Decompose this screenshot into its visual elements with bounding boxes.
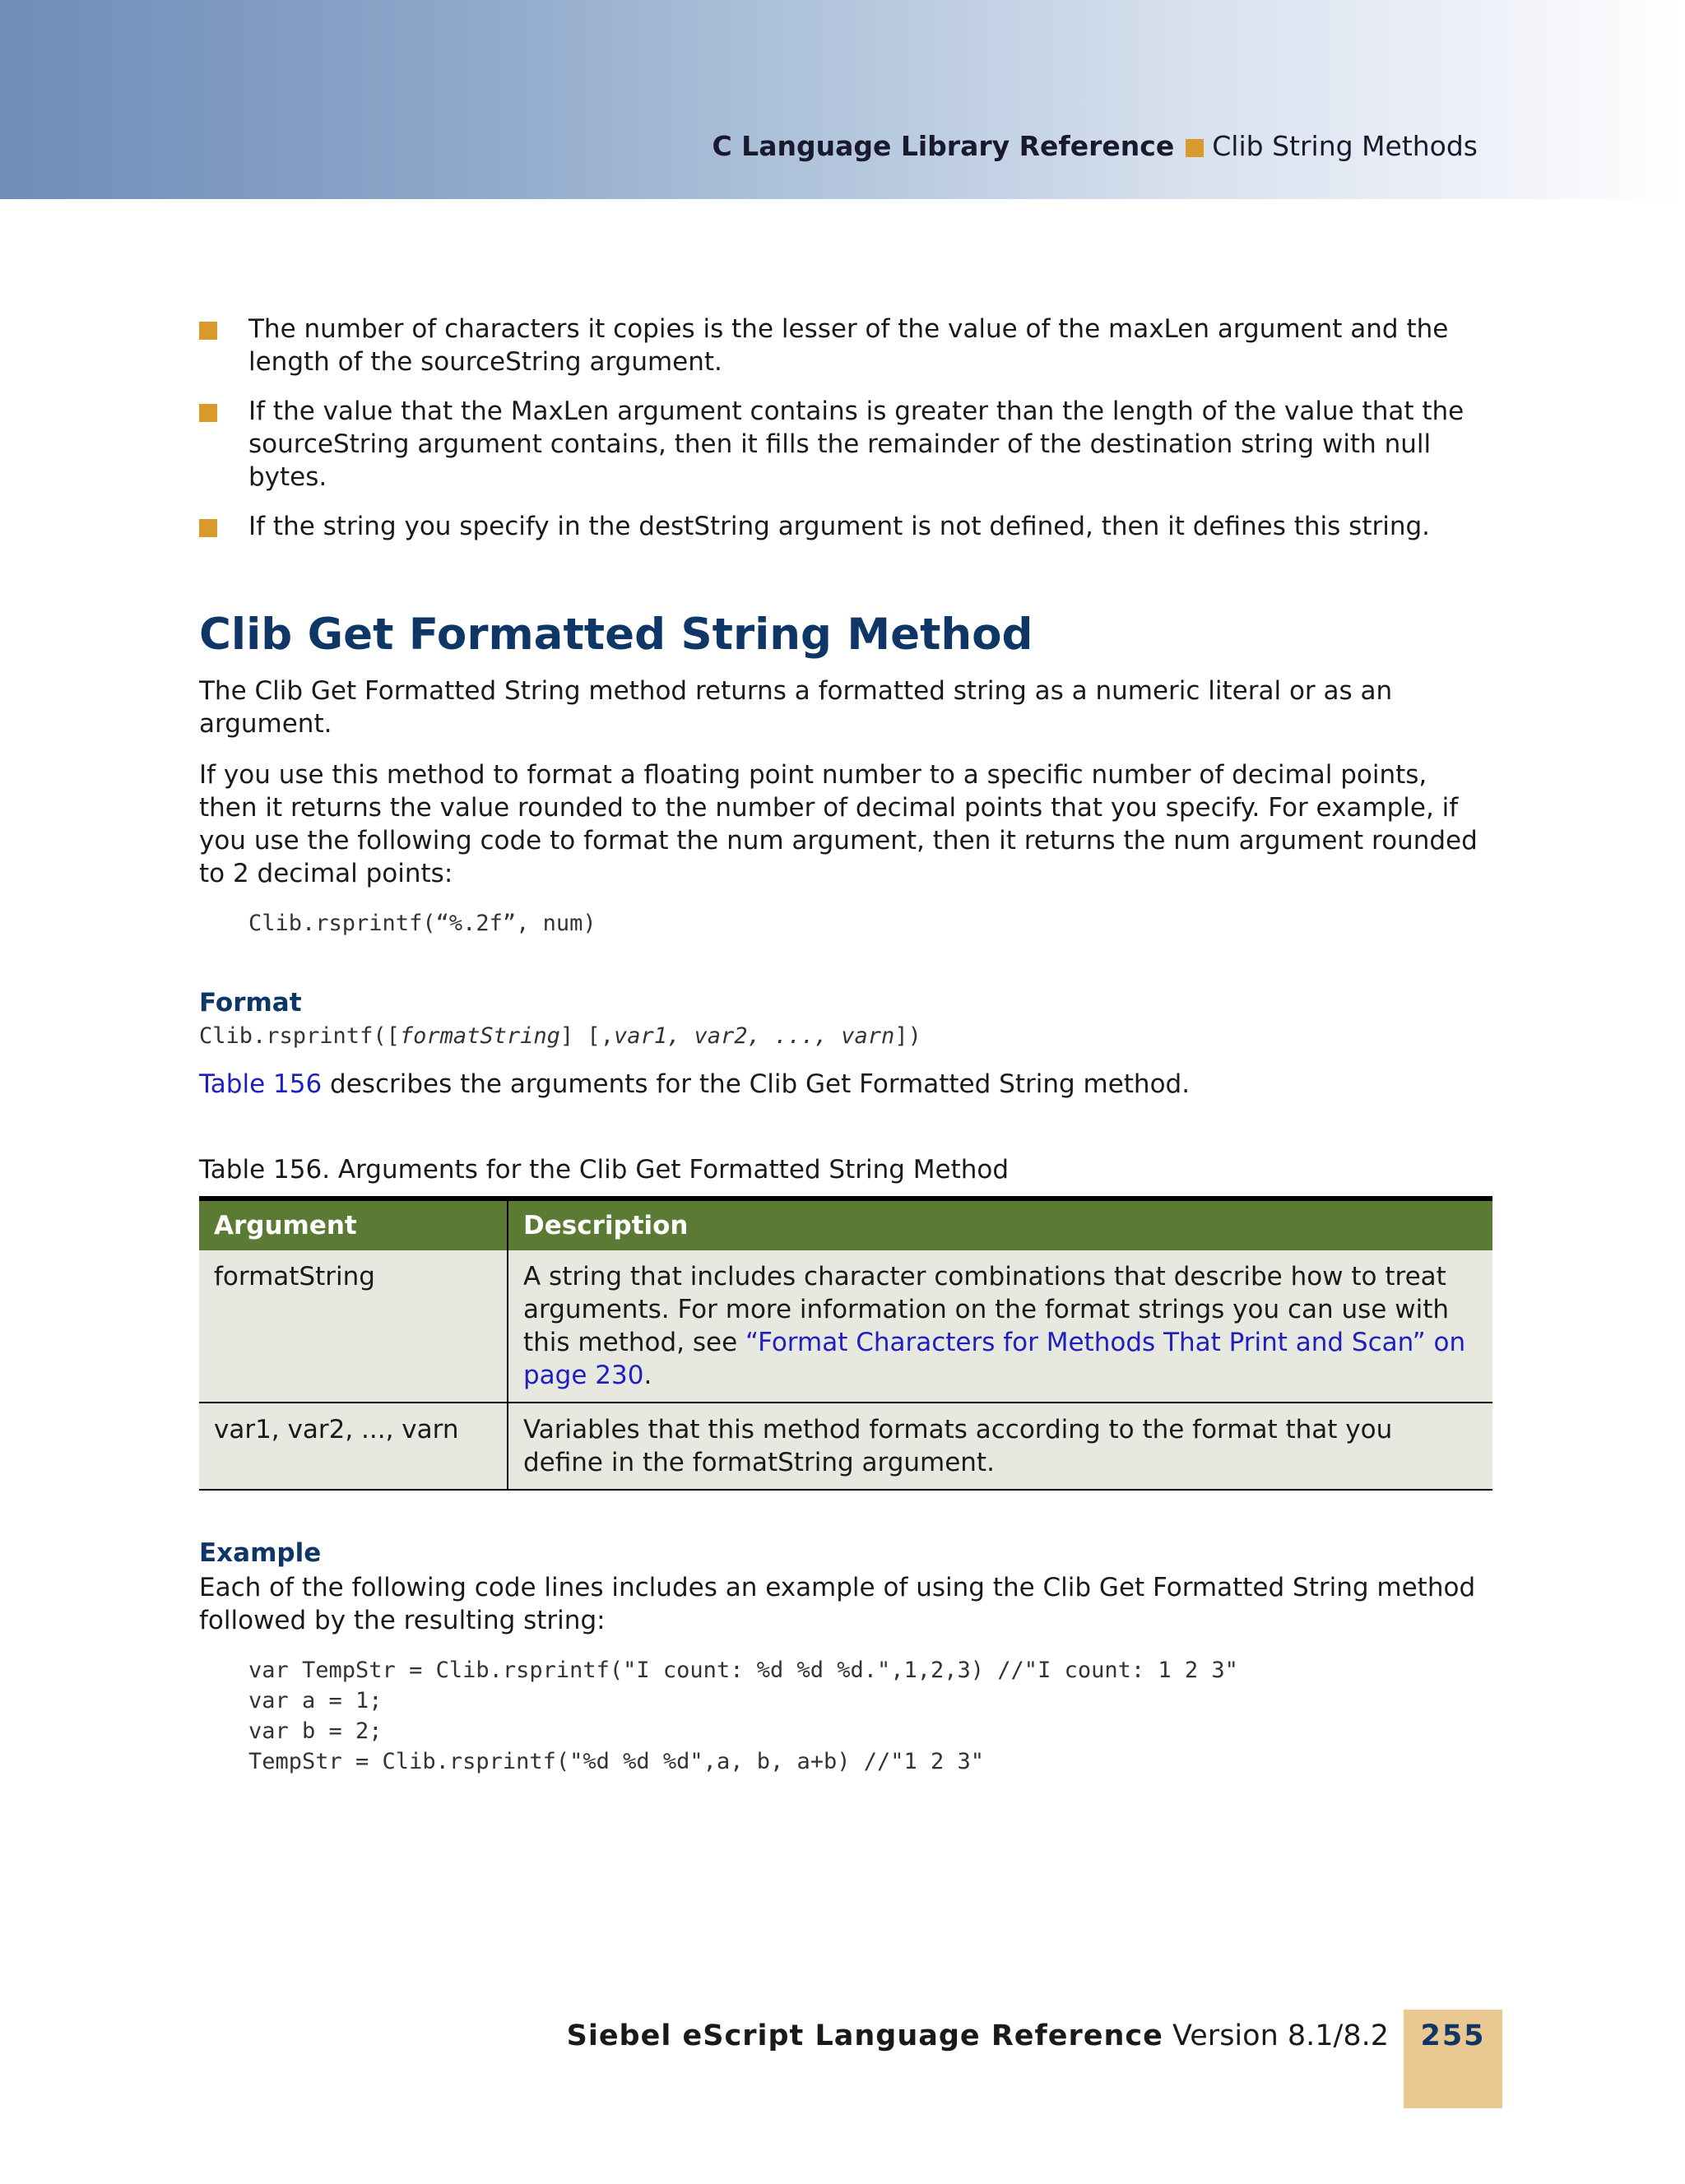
description-end: .: [643, 1361, 652, 1390]
table-156-link[interactable]: Table 156: [199, 1069, 323, 1099]
list-item: [199, 313, 1492, 378]
signature-suffix: ]): [894, 1023, 921, 1049]
bullet-list: [199, 313, 1492, 543]
square-bullet-icon: [199, 322, 217, 340]
code-sample: Clib.rsprintf(“%.2f”, num): [248, 911, 596, 936]
header-section-title: Clib String Methods: [1212, 130, 1478, 162]
table-row: [199, 1250, 1492, 1403]
example-code: var TempStr = Clib.rsprintf("I count: %d %d %d.",1,2,3) //"I count: 1 2 3" var a = 1; var b = 2; TempStr = Clib.rsprintf("%d %d %d",a, b, a+b) //"1 2 3": [248, 1658, 1238, 1774]
running-header: [712, 130, 1478, 162]
intro-paragraph: The Clib Get Formatted String method returns a formatted string as a numeric literal or as an argument.: [199, 676, 1393, 739]
header-chapter-title: C Language Library Reference: [712, 130, 1175, 162]
example-intro: Each of the following code lines includes an example of using the Clib Get Formatted String method followed by the resulting string:: [199, 1573, 1476, 1635]
bullet-text: If the value that the MaxLen argument contains is greater than the length of the value that the sourceString argument contains, then it fills the remainder of the destination string with null bytes.: [248, 396, 1465, 492]
column-header-description: Description: [508, 1199, 1492, 1250]
bullet-text: If the string you specify in the destString argument is not defined, then it defines this string.: [248, 512, 1431, 541]
table-reference-paragraph: [199, 1068, 1492, 1101]
bullet-text: The number of characters it copies is the lesser of the value of the maxLen argument and the length of the sourceString argument.: [248, 314, 1449, 377]
square-bullet-icon: [199, 404, 217, 422]
arguments-table: [199, 1196, 1492, 1491]
list-item: [199, 510, 1492, 543]
header-band: [0, 0, 1685, 199]
column-header-argument: Argument: [199, 1199, 508, 1250]
description-cell: [508, 1250, 1492, 1403]
table-header-row: [199, 1199, 1492, 1250]
argument-cell: formatString: [199, 1250, 508, 1403]
footer-version: Version 8.1/8.2: [1172, 2019, 1389, 2052]
square-bullet-icon: [1186, 139, 1204, 157]
section-title: Clib Get Formatted String Method: [199, 610, 1033, 660]
format-heading: Format: [199, 988, 302, 1018]
page-content: [199, 313, 1492, 1777]
square-bullet-icon: [199, 519, 217, 537]
example-heading: Example: [199, 1538, 322, 1568]
description-cell: [508, 1403, 1492, 1490]
signature-mid: ] [,: [559, 1023, 614, 1049]
signature-var-args: var1, var2, ..., varn: [613, 1023, 895, 1049]
footer-book-title: Siebel eScript Language Reference: [566, 2019, 1163, 2052]
description-text: Variables that this method formats according to the format that you define in the formatString argument.: [523, 1415, 1393, 1477]
table-reference-text: describes the arguments for the Clib Get Formatted String method.: [322, 1069, 1191, 1099]
table-row: [199, 1403, 1492, 1490]
signature-prefix: Clib.rsprintf([: [199, 1023, 400, 1049]
table-caption: Table 156. Arguments for the Clib Get Formatted String Method: [199, 1155, 1010, 1185]
list-item: [199, 395, 1492, 494]
argument-cell: var1, var2, ..., varn: [199, 1403, 508, 1490]
signature-format-arg: formatString: [399, 1023, 560, 1049]
page-footer: [567, 2019, 1389, 2052]
format-characters-link[interactable]: “Format Characters for Methods That Print and Scan” on page 230: [523, 1328, 1466, 1390]
page-number: 255: [1420, 2019, 1486, 2052]
page-number-box: [1404, 2010, 1502, 2108]
description-text: A string that includes character combinations that describe how to treat arguments. For more information on the format strings you can use with this method, see: [523, 1262, 1449, 1357]
rounding-paragraph: If you use this method to format a floating point number to a specific number of decimal points, then it returns the value rounded to the number of decimal points that you specify. For example, if you use the following code to format the num argument, then it returns the num argument rounded to 2 decimal points:: [199, 760, 1478, 888]
format-signature: [199, 1021, 1492, 1051]
